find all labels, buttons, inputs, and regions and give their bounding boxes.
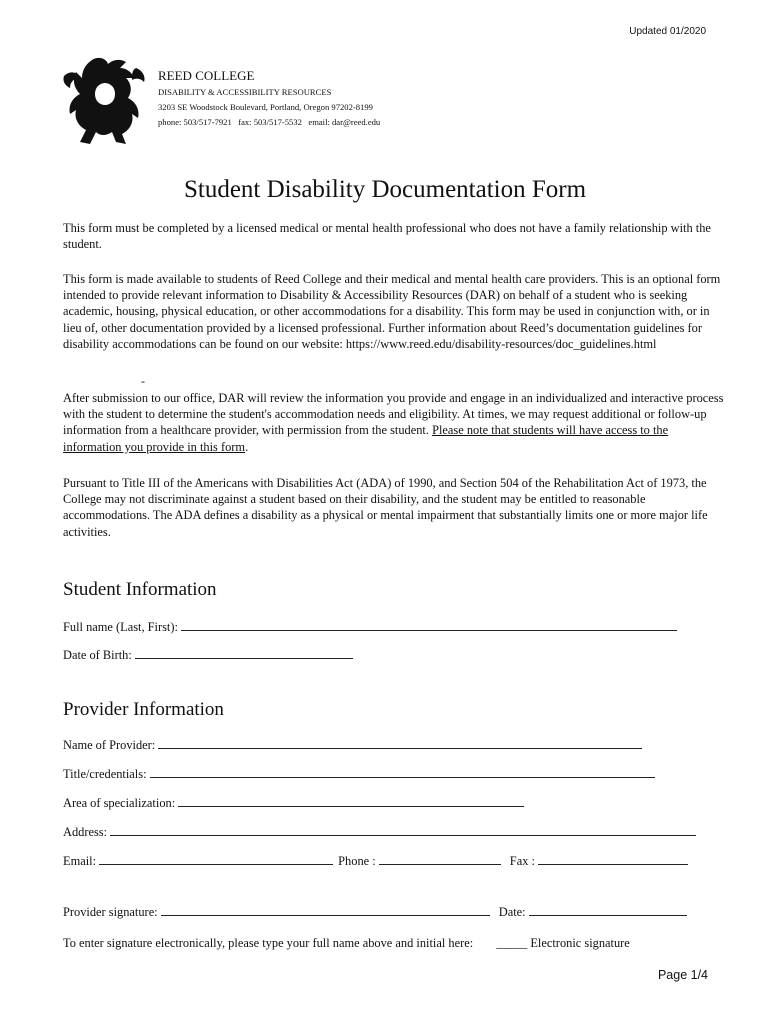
- fax-input[interactable]: [538, 853, 688, 865]
- dob-input[interactable]: [135, 647, 353, 659]
- title-credentials-field: [63, 766, 655, 782]
- department-name: DISABILITY & ACCESSIBILITY RESOURCES: [158, 87, 332, 97]
- address-field: [63, 824, 696, 840]
- fax-label: Fax :: [509, 854, 535, 868]
- p3-main-text: After submission to our office, DAR will review the information you provide and engage in an individualized and interactive process with the student to determine the student's accommodation needs and eligibility. At times, we may request additional or follow-up information from a healthcare provider, with permission from the student.: [63, 391, 724, 438]
- dash-mark: -: [141, 374, 145, 388]
- page-number: Page 1/4: [657, 968, 708, 982]
- intro-paragraph-3: [63, 390, 725, 455]
- phone-label: Phone :: [338, 854, 376, 868]
- address-input[interactable]: [110, 824, 696, 836]
- esig-instruction: To enter signature electronically, please type your full name above and initial here:: [63, 936, 474, 950]
- intro-paragraph-1: This form must be completed by a licensed medical or mental health professional who does not have a family relationship with the student.: [63, 221, 711, 252]
- updated-date: Updated 01/2020: [629, 26, 706, 37]
- title-credentials-label: Title/credentials:: [63, 767, 147, 781]
- address-label: Address:: [63, 825, 108, 839]
- provider-name-label: Name of Provider:: [63, 738, 156, 752]
- esig-initial-input[interactable]: _____: [496, 936, 528, 950]
- griffin-logo-icon: [62, 56, 146, 148]
- date-input[interactable]: [529, 904, 687, 916]
- signature-input[interactable]: [161, 904, 490, 916]
- specialization-label: Area of specialization:: [63, 796, 176, 810]
- electronic-signature-row: [63, 936, 630, 951]
- intro-paragraph-4: Pursuant to Title III of the Americans with Disabilities Act (ADA) of 1990, and Section 504 of the Rehabilitation Act of 1973, the College may not discriminate against a student based on their disability, and the student may be entitled to reasonable accommodations. The ADA defines a disability as a physical or mental impairment that substantially limits one or more major life activities.: [63, 476, 708, 539]
- esig-label: Electronic signature: [530, 936, 630, 950]
- email-label: Email:: [63, 854, 97, 868]
- full-name-field: [63, 619, 677, 635]
- college-contact: phone: 503/517-7921 fax: 503/517-5532 email: dar@reed.edu: [158, 117, 381, 127]
- dob-label: Date of Birth:: [63, 648, 132, 662]
- provider-name-input[interactable]: [158, 737, 642, 749]
- specialization-field: [63, 795, 524, 811]
- dob-field: [63, 647, 353, 663]
- college-name: REED COLLEGE: [158, 68, 255, 83]
- signature-row: [63, 904, 687, 920]
- full-name-input[interactable]: [181, 619, 677, 631]
- college-address: 3203 SE Woodstock Boulevard, Portland, Oregon 97202-8199: [158, 102, 373, 112]
- phone-input[interactable]: [379, 853, 501, 865]
- provider-info-heading: Provider Information: [63, 699, 224, 720]
- email-phone-fax-row: [63, 853, 688, 869]
- provider-name-field: [63, 737, 642, 753]
- form-title: Student Disability Documentation Form: [183, 176, 587, 203]
- p3-end: .: [245, 439, 249, 454]
- date-label: Date:: [498, 905, 526, 919]
- intro-paragraph-2: This form is made available to students of Reed College and their medical and mental health care providers. This is an optional form intended to provide relevant information to Disability & Accessibility Resources (DAR) on behalf of a student who is seeking academic, housing, physical education, or other accommodations for a disability. This form may be used in conjunction with, or in lieu of, other documentation provided by a licensed professional. Further information about Reed’s documentation guidelines for disability accommodations can be found on our website: https://www.reed.edu/disability-resources/doc_guidelines.html: [63, 272, 721, 351]
- specialization-input[interactable]: [178, 795, 524, 807]
- student-info-heading: Student Information: [63, 579, 217, 600]
- signature-label: Provider signature:: [63, 905, 158, 919]
- full-name-label: Full name (Last, First):: [63, 620, 178, 634]
- title-credentials-input[interactable]: [150, 766, 655, 778]
- access-notice: Please note that students will have access to the information you provide in this form: [63, 423, 669, 454]
- email-input[interactable]: [99, 853, 333, 865]
